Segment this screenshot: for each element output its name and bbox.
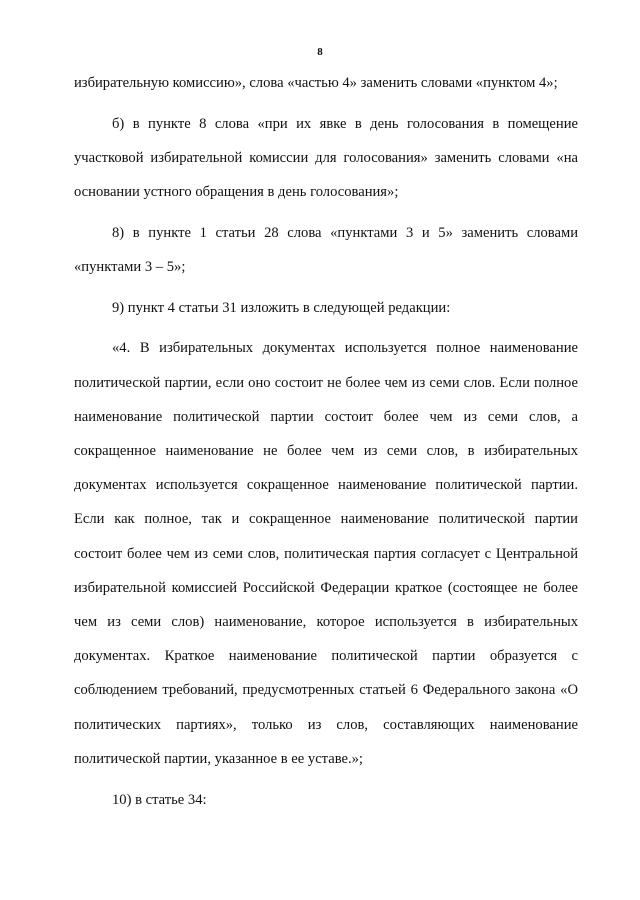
paragraph-item-b: б) в пункте 8 слова «при их явке в день голосования в помещение участковой избирательной комиссии для голосования» заменить словами «на основании устного обращения в день голосования»;	[74, 115, 578, 201]
page-number: 8	[317, 46, 323, 58]
document-body	[74, 66, 578, 823]
paragraph-item-10: 10) в статье 34:	[112, 791, 207, 808]
paragraph-item-8: 8) в пункте 1 статьи 28 слова «пунктами 3 и 5» заменить словами «пунктами 3 – 5»;	[74, 224, 578, 276]
paragraph-item-9: 9) пункт 4 статьи 31 изложить в следующей редакции:	[112, 299, 451, 316]
paragraph-quoted-clause-4: «4. В избирательных документах используется полное наименование политической партии, если оно состоит не более чем из семи слов. Если полное наименование политической партии состоит более чем из семи слов, а сокращенное наименование не более чем из семи слов, в избирательных документах используется сокращенное наименование политической партии. Если как полное, так и сокращенное наименование политической партии состоит более чем из семи слов, политическая партия согласует с Центральной избирательной комиссией Российской Федерации краткое (состоящее не более чем из семи слов) наименование, которое используется в избирательных документах. Краткое наименование политической партии образуется с соблюдением требований, предусмотренных статьей 6 Федерального закона «О политических партиях», только из слов, составляющих наименование политической партии, указанное в ее уставе.»;	[74, 340, 578, 767]
paragraph-continuation: избирательную комиссию», слова «частью 4» заменить словами «пунктом 4»;	[74, 75, 558, 91]
